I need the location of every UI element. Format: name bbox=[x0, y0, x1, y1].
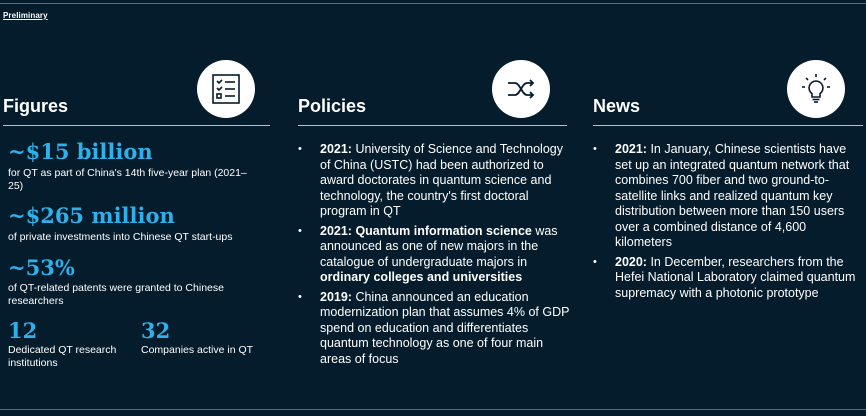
stat-patents-value: ~53% bbox=[8, 255, 75, 280]
top-divider bbox=[0, 3, 866, 4]
stat-institutions-value: 12 bbox=[8, 318, 38, 343]
news-list bbox=[591, 142, 865, 305]
stat-patents-desc: of QT-related patents were granted to Chinese researchers bbox=[8, 282, 224, 307]
stat-budget-desc: for QT as part of China's 14th five-year plan (2021–25) bbox=[8, 167, 247, 192]
stat-companies-value: 32 bbox=[141, 318, 171, 343]
preliminary-label: Preliminary bbox=[3, 11, 48, 20]
stat-investment-desc: of private investments into Chinese QT start-ups bbox=[8, 231, 233, 243]
bottom-divider bbox=[0, 409, 866, 410]
checklist-icon bbox=[197, 60, 255, 118]
policies-list bbox=[296, 142, 572, 371]
news-rule bbox=[593, 125, 863, 126]
list-item: • 2021: Quantum information science was announced as one of new majors in the catalogue of undergraduate majors in ordinary colleges and universities bbox=[296, 224, 572, 286]
news-title: News bbox=[593, 96, 641, 116]
policies-rule bbox=[298, 125, 567, 126]
shuffle-arrows-icon bbox=[492, 60, 550, 118]
stat-investment-value: ~$265 million bbox=[8, 203, 175, 228]
figures-rule bbox=[3, 125, 270, 126]
stat-budget-value: ~$15 billion bbox=[8, 139, 153, 164]
figures-title: Figures bbox=[3, 96, 69, 116]
stat-institutions-desc: Dedicated QT research institutions bbox=[8, 344, 117, 369]
list-item: • 2021: University of Science and Technology of China (USTC) had been authorized to award doctorates in quantum science and technology, the country's first doctoral program in QT bbox=[296, 142, 572, 220]
list-item: • 2020: In December, researchers from the Hefei National Laboratory claimed quantum supremacy with a photonic prototype bbox=[591, 255, 865, 302]
list-item: • 2021: In January, Chinese scientists have set up an integrated quantum network that combines 700 fiber and two ground-to-satellite links and realized quantum key distribution between more than 150 users over a combined distance of 4,600 kilometers bbox=[591, 142, 865, 251]
list-item: • 2019: China announced an education modernization plan that assumes 4% of GDP spend on education and differentiates quantum technology as one of four main areas of focus bbox=[296, 290, 572, 368]
stat-companies-desc: Companies active in QT bbox=[141, 344, 254, 356]
policies-title: Policies bbox=[298, 96, 367, 116]
lightbulb-icon bbox=[787, 60, 845, 118]
